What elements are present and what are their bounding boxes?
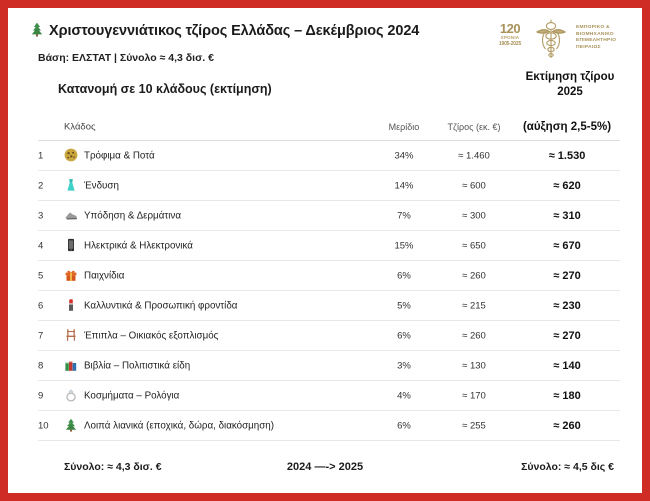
estimate-header-line-1: Εκτίμηση τζίρου [525,71,615,83]
row-sector: Παιχνίδια [84,270,125,281]
caduceus-emblem-icon [528,18,574,62]
row-share: 6% [397,330,411,341]
row-index: 1 [38,150,44,161]
row-estimate: ≈ 140 [553,359,581,372]
table-row [38,291,620,321]
row-revenue: ≈ 260 [462,270,486,281]
sectors-table [38,114,620,441]
row-sector: Καλλυντικά & Προσωπική φροντίδα [84,300,238,311]
row-share: 5% [397,300,411,311]
chair-icon [64,328,80,344]
card-inner [8,8,642,493]
anniversary-word: ΧΡΟΝΙΑ [500,35,520,40]
christmas-tree-icon [30,22,44,41]
page-title [30,22,419,41]
anniversary-number: 120 [499,21,521,36]
mobile-phone-icon [64,238,80,254]
chamber-name [576,25,634,51]
row-revenue: ≈ 300 [462,210,486,221]
ring-icon [64,388,80,404]
row-estimate: ≈ 620 [553,179,581,192]
row-share: 4% [397,390,411,401]
table-header-row [38,114,620,141]
row-revenue: ≈ 600 [462,180,486,191]
row-index: 2 [38,180,44,191]
row-estimate: ≈ 230 [553,299,581,312]
section-title: Κατανομή σε 10 κλάδους (εκτίμηση) [58,82,272,96]
table-row [38,141,620,171]
row-estimate: ≈ 670 [553,239,581,252]
row-index: 7 [38,330,44,341]
table-row [38,201,620,231]
table-row [38,411,620,441]
row-share: 14% [394,180,414,191]
header [8,8,642,72]
table-row [38,381,620,411]
column-header-sector: Κλάδος [64,121,96,133]
row-index: 10 [38,420,49,431]
gift-icon [64,268,80,284]
row-sector: Κοσμήματα – Ρολόγια [84,390,180,401]
row-sector: Τρόφιμα & Ποτά [84,150,155,161]
total-2025: Σύνολο: ≈ 4,5 δις € [521,461,614,473]
lipstick-icon [64,298,80,314]
column-header-revenue: Τζίρος (εκ. €) [447,122,501,132]
row-index: 5 [38,270,44,281]
page-subtitle: Βάση: ΕΛΣΤΑΤ | Σύνολο ≈ 4,3 δισ. € [38,52,214,64]
cookie-icon [64,148,80,164]
year-transition: 2024 —-> 2025 [286,461,364,473]
row-sector: Ηλεκτρικά & Ηλεκτρονικά [84,240,193,251]
section-heading [8,72,642,114]
row-revenue: ≈ 215 [462,300,486,311]
row-sector: Έπιπλα – Οικιακός εξοπλισμός [84,330,219,341]
row-revenue: ≈ 255 [462,420,486,431]
table-row [38,231,620,261]
row-sector: Ένδυση [84,180,119,191]
chamber-logo [486,16,634,64]
page-title-text: Χριστουγεννιάτικος τζίρος Ελλάδας – Δεκέμβριος 2024 [49,23,420,39]
row-estimate: ≈ 180 [553,389,581,402]
row-share: 6% [397,270,411,281]
row-revenue: ≈ 170 [462,390,486,401]
row-index: 3 [38,210,44,221]
column-header-share: Μερίδιο [388,122,420,132]
row-share: 15% [394,240,414,251]
dress-icon [64,178,80,194]
estimate-header-line-2: 2025 [557,85,583,98]
table-row [38,171,620,201]
books-icon [64,358,80,374]
row-sector: Λοιπά λιανικά (εποχικά, δώρα, διακόσμηση) [84,420,274,431]
row-share: 3% [397,360,411,371]
table-row [38,261,620,291]
row-index: 6 [38,300,44,311]
chamber-name-line-3: ΕΠΙΜΕΛΗΤΗΡΙΟ [576,38,617,44]
table-row [38,351,620,381]
row-revenue: ≈ 260 [462,330,486,341]
anniversary-badge [488,22,532,47]
row-share: 34% [394,150,414,161]
row-revenue: ≈ 650 [462,240,486,251]
row-estimate: ≈ 270 [553,329,581,342]
chamber-name-line-1: ΕΜΠΟΡΙΚΟ & [576,25,610,30]
row-revenue: ≈ 1.460 [458,150,490,161]
row-share: 7% [397,210,411,221]
chamber-name-line-4: ΠΕΙΡΑΙΩΣ [576,44,601,50]
total-2024: Σύνολο: ≈ 4,3 δισ. € [64,461,162,473]
row-index: 8 [38,360,44,371]
chamber-name-line-2: ΒΙΟΜΗΧΑΝΙΚΟ [576,31,614,37]
row-estimate: ≈ 310 [553,209,581,222]
shoe-icon [64,208,80,224]
table-row [38,321,620,351]
christmas-tree-icon [64,418,80,434]
row-estimate: ≈ 1.530 [548,149,586,162]
row-sector: Υπόδηση & Δερμάτινα [84,210,181,221]
anniversary-years: 1905-2025 [498,40,522,47]
row-estimate: ≈ 260 [553,419,581,432]
row-estimate: ≈ 270 [553,269,581,282]
row-share: 6% [397,420,411,431]
row-revenue: ≈ 130 [462,360,486,371]
column-header-estimate: (αύξηση 2,5-5%) [522,121,612,133]
row-index: 9 [38,390,44,401]
estimate-column-header [506,70,634,99]
row-index: 4 [38,240,44,251]
row-sector: Βιβλία – Πολιτιστικά είδη [84,360,191,371]
footer [8,441,642,493]
